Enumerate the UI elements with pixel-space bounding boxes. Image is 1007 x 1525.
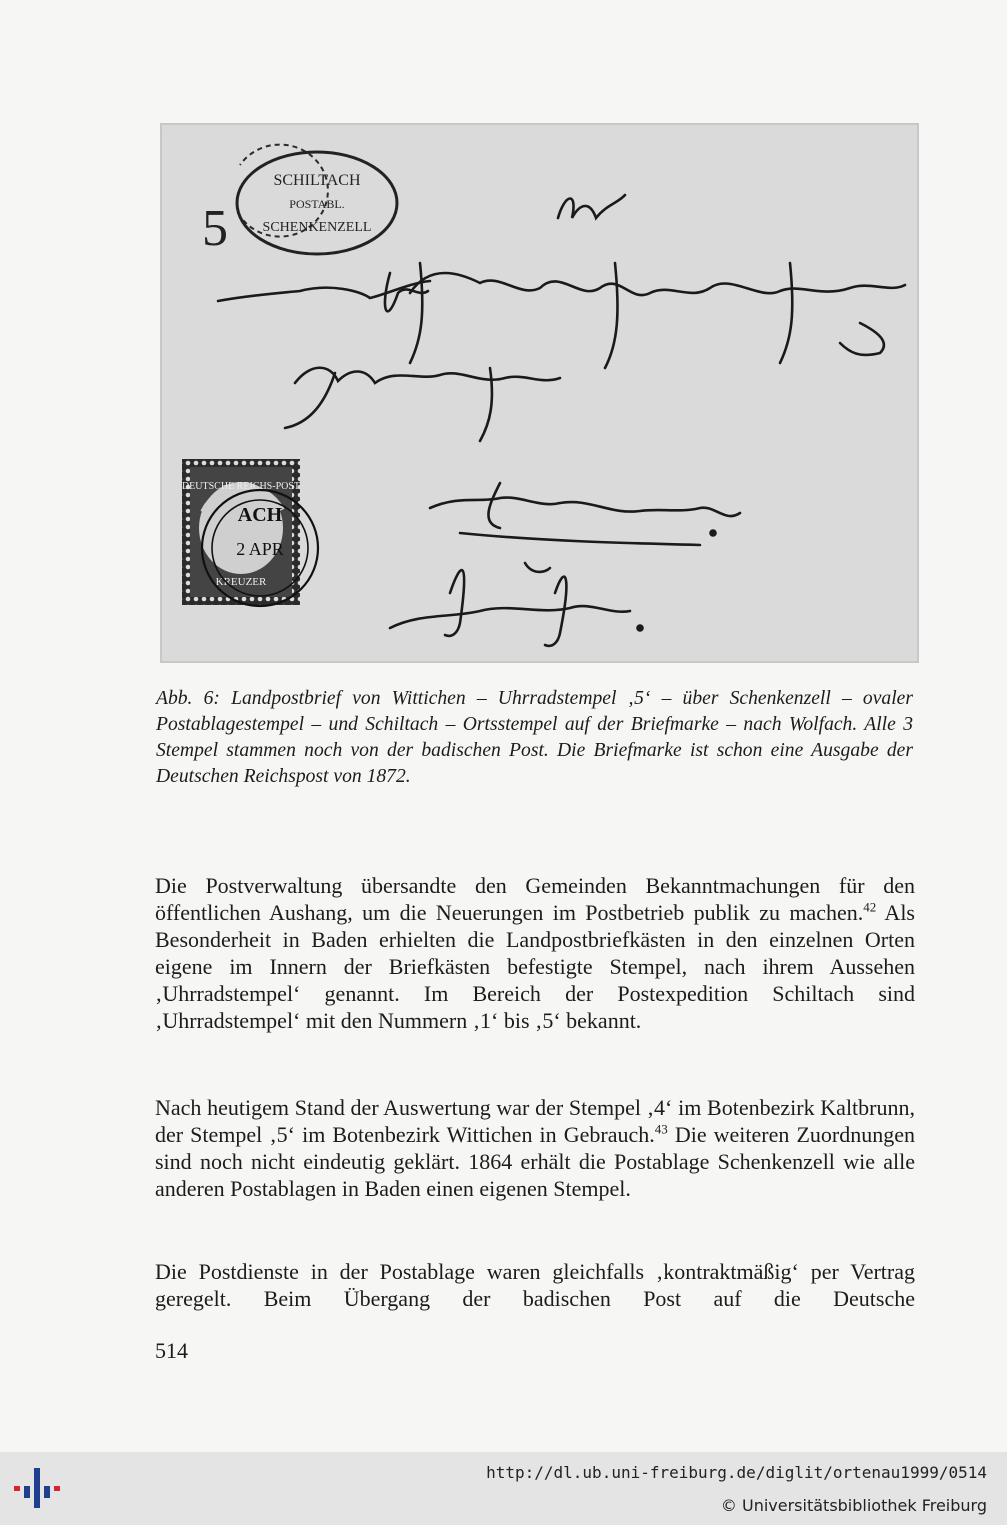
viewer-footer xyxy=(0,1452,1007,1525)
permalink-url[interactable]: http://dl.ub.uni-freiburg.de/diglit/ortenau1999/0514 xyxy=(486,1463,987,1482)
address-line-3: Wohllöbliche xyxy=(162,137,168,138)
letter-figure xyxy=(160,123,919,663)
address-line-5: in xyxy=(162,141,163,142)
paragraph-2-text-b: Die weiteren Zuordnungen sind noch nicht eindeutig geklärt. 1864 erhält die Postablage Schenkenzell wie alle anderen Postablagen in Baden einen eigenen Stempel. xyxy=(155,1122,915,1201)
ub-freiburg-logo-icon[interactable] xyxy=(10,1464,66,1512)
wheel-stamp-number: 5 xyxy=(202,200,228,257)
caption-text: Abb. 6: Landpostbrief von Wittichen – Uhrradstempel ‚5‘ – über Schenkenzell – ovaler Postablagestempel – und Schiltach – Ortsstempel auf der Briefmarke – nach Wolfach. Alle 3 Stempel stammen noch von der badischen Post. Die Briefmarke ist schon eine Ausgabe der Deutschen Reichspost von 1872. xyxy=(156,688,913,787)
address-line-4: Rentamt. xyxy=(162,139,166,140)
letter-image xyxy=(160,123,919,663)
paragraph-3-text: Die Postdienste in der Postablage waren gleichfalls ‚kontraktmäßig‘ per Vertrag geregelt. Beim Übergang der badischen Post auf die Deutsche xyxy=(155,1259,915,1311)
address-line-6: Wolfach. xyxy=(162,143,166,144)
paragraph-1-text-a: Die Postverwaltung übersandte den Gemeinden Bekanntmachungen für den öffentlichen Aushang, um die Neuerungen im Postbetrieb publik zu machen. xyxy=(155,873,915,925)
paragraph-3 xyxy=(155,1258,915,1312)
oval-stamp-bottom-text: SCHENKENZELL xyxy=(262,220,372,235)
paragraph-2-text-a: Nach heutigem Stand der Auswertung war der Stempel ‚4‘ im Botenbezirk Kaltbrunn, der Stempel ‚5‘ im Botenbezirk Wittichen in Gebrauch. xyxy=(155,1095,915,1147)
postage-stamp-value: KREUZER xyxy=(215,576,267,588)
paragraph-1 xyxy=(155,872,915,1034)
postage-stamp-text: DEUTSCHE REICHS-POST xyxy=(181,481,301,492)
cancel-date: 2 APR xyxy=(236,539,284,559)
cancel-text: ACH xyxy=(237,504,283,526)
figure-caption xyxy=(156,686,913,790)
page-number: 514 xyxy=(155,1338,188,1363)
address-line-2: das fürstlich fürstenbergische xyxy=(162,135,174,136)
paragraph-2 xyxy=(155,1094,915,1202)
footnote-ref-43: 43 xyxy=(654,1121,668,1137)
footnote-ref-42: 42 xyxy=(863,899,877,915)
oval-stamp-middle-text: POSTABL. xyxy=(289,197,345,211)
postage-stamp xyxy=(182,459,318,606)
oval-stamp-top-text: SCHILTACH xyxy=(273,172,361,189)
copyright-notice: © Universitätsbibliothek Freiburg xyxy=(720,1496,987,1515)
address-line-1: An xyxy=(162,133,164,134)
paragraph-1-text-b: Als Besonderheit in Baden erhielten die Landpostbriefkästen in den einzelnen Orten eigene im Innern der Briefkästen befestigte Stempel, nach ihrem Aussehen ‚Uhrradstempel‘ genannt. Im Bereich der Postexpedition Schiltach sind ‚Uhrradstempel‘ mit den Nummern ‚1‘ bis ‚5‘ bekannt. xyxy=(155,900,915,1033)
